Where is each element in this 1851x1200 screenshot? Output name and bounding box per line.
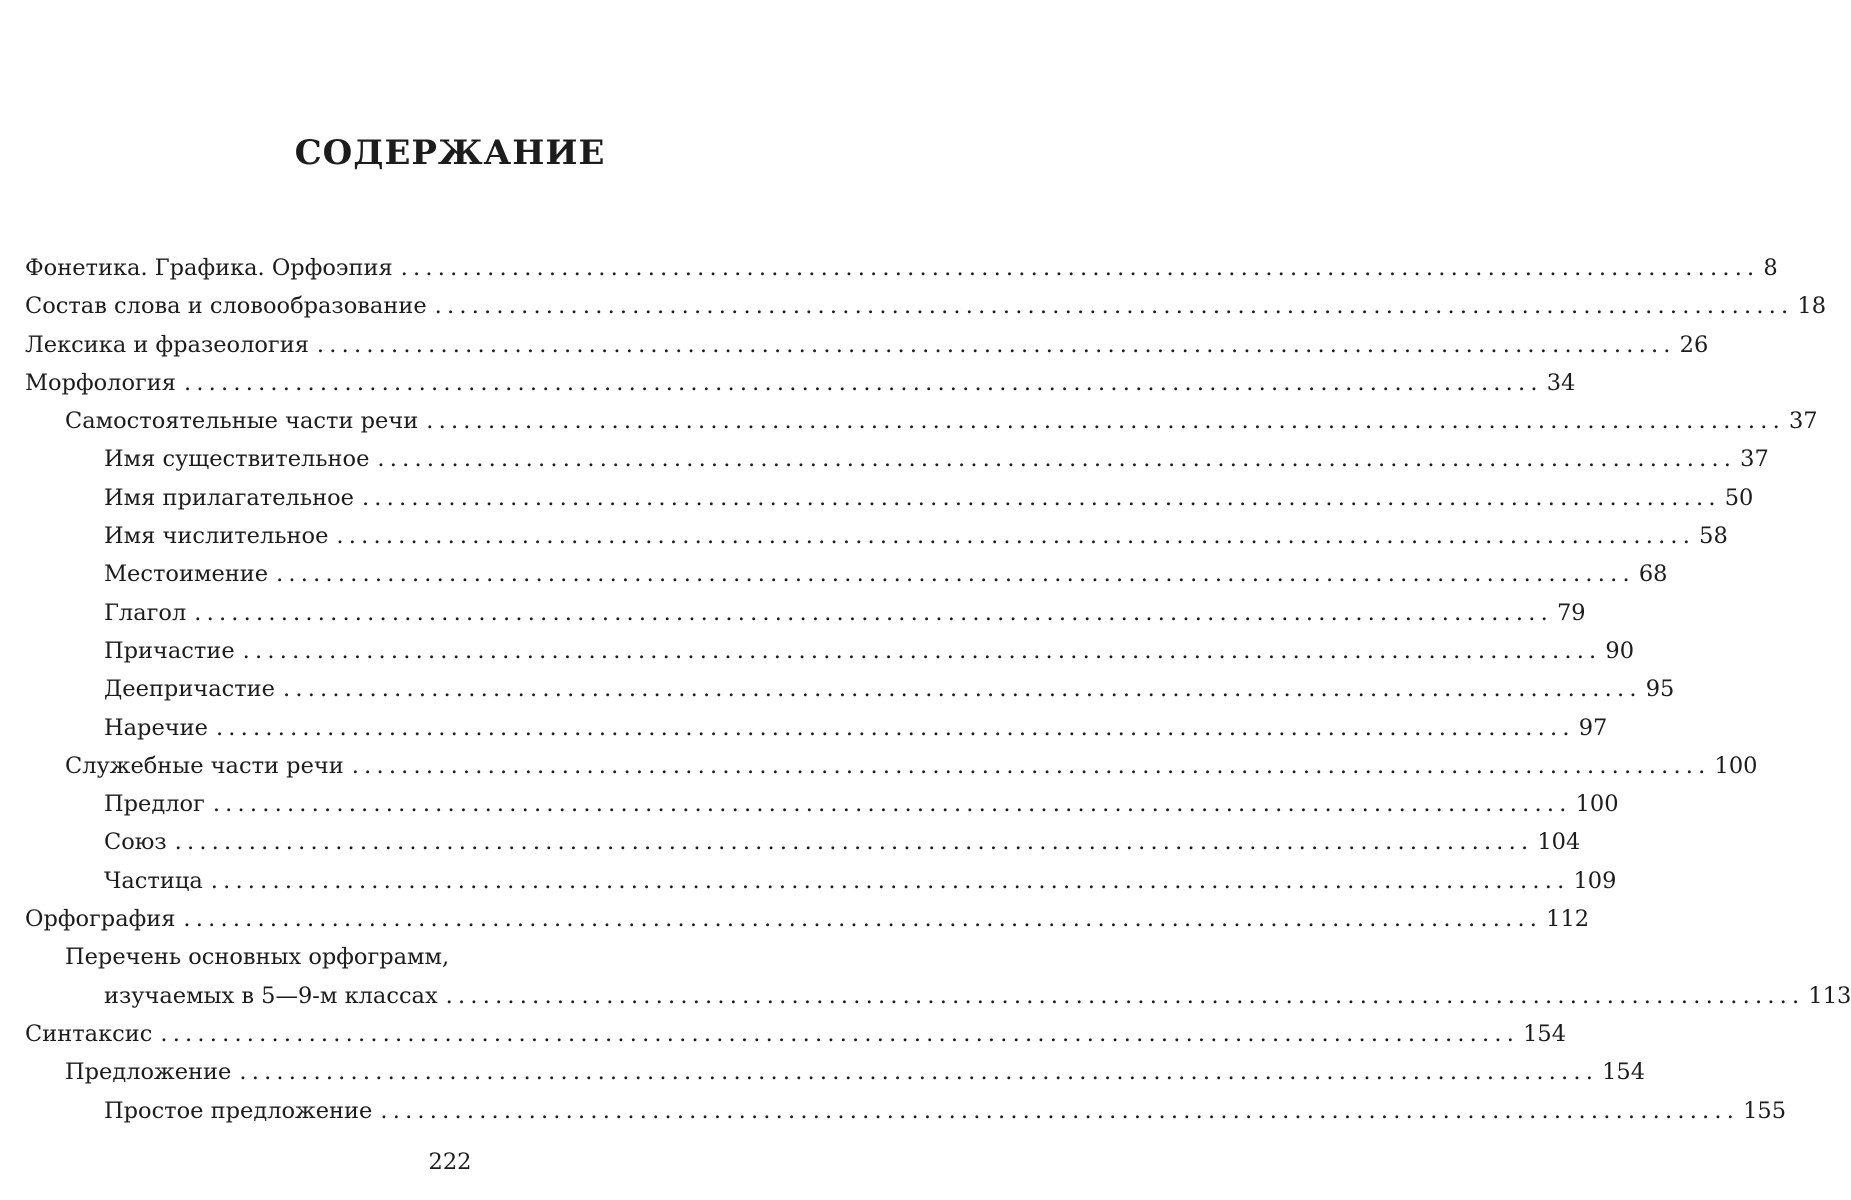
- toc-entry-label: Глагол: [104, 599, 187, 626]
- toc-entry-page: 112: [1546, 906, 1590, 933]
- toc-entry[interactable]: [25, 785, 1619, 823]
- toc-entry[interactable]: [25, 823, 1581, 861]
- dot-leader: ..............................................................................................................: [361, 484, 1721, 511]
- toc-entry-page: 34: [1546, 369, 1576, 396]
- toc-entry-label: Перечень основных орфограмм,: [65, 944, 450, 971]
- toc-entry-label: Причастие: [104, 637, 235, 664]
- toc-entry-label: Служебные части речи: [65, 752, 344, 779]
- toc-entry[interactable]: [25, 747, 1758, 785]
- toc-entry-page: 113: [1808, 982, 1851, 1009]
- toc-entry-page: 155: [1743, 1097, 1787, 1124]
- toc-entry[interactable]: [25, 1015, 1567, 1053]
- toc-entry-page: 154: [1523, 1020, 1567, 1047]
- dot-leader: ..............................................................................................................: [242, 637, 1602, 664]
- dot-leader: ..............................................................................................................: [380, 1097, 1740, 1124]
- toc-entry-page: 58: [1699, 523, 1728, 550]
- toc-entry-first-line[interactable]: [25, 938, 865, 976]
- toc-entry-page: 100: [1714, 752, 1758, 779]
- dot-leader: ..............................................................................................................: [183, 369, 1543, 396]
- toc-entry-label: Имя существительное: [104, 446, 370, 473]
- toc-entry[interactable]: [25, 1053, 1646, 1091]
- dot-leader: ..............................................................................................................: [212, 791, 1572, 818]
- toc-entry-label: Морфология: [25, 369, 176, 396]
- toc-entry-page: 37: [1788, 408, 1818, 435]
- toc-entry-label: Имя числительное: [104, 523, 329, 550]
- toc-entry-label: Наречие: [104, 714, 208, 741]
- toc-entry-page: 109: [1573, 867, 1617, 894]
- toc-entry-page: 26: [1679, 331, 1709, 358]
- dot-leader: ..............................................................................................................: [239, 1059, 1599, 1086]
- toc-entry[interactable]: [25, 249, 1778, 287]
- dot-leader: ..............................................................................................................: [210, 867, 1570, 894]
- toc-entry-label: Фонетика. Графика. Орфоэпия: [25, 255, 393, 281]
- toc-entry-page: 8: [1763, 255, 1778, 281]
- toc-entry[interactable]: [25, 287, 1827, 325]
- dot-leader: ..............................................................................................................: [282, 676, 1642, 703]
- dot-leader: ..............................................................................................................: [351, 752, 1711, 779]
- toc-entry-label: Предлог: [104, 791, 205, 818]
- toc-entry[interactable]: [25, 709, 1608, 747]
- table-of-contents: [25, 249, 1851, 1130]
- toc-entry[interactable]: [25, 862, 1617, 900]
- toc-entry-page: 18: [1797, 293, 1827, 320]
- toc-entry-label-continuation: изучаемых в 5—9-м классах: [104, 982, 438, 1009]
- toc-entry-label: Лексика и фразеология: [25, 331, 309, 358]
- toc-entry[interactable]: [25, 517, 1728, 555]
- toc-entry-page: 79: [1556, 599, 1586, 626]
- toc-entry-label: Предложение: [65, 1059, 232, 1086]
- dot-leader: ..............................................................................................................: [377, 446, 1737, 473]
- toc-entry[interactable]: [25, 632, 1635, 670]
- toc-entry-label: Простое предложение: [104, 1097, 373, 1124]
- toc-entry-page: 100: [1575, 791, 1619, 818]
- toc-entry-label: Имя прилагательное: [104, 484, 354, 511]
- dot-leader: ..............................................................................................................: [276, 561, 1635, 588]
- dot-leader: ..............................................................................................................: [400, 255, 1760, 281]
- toc-entry[interactable]: [25, 479, 1754, 517]
- toc-entry[interactable]: [25, 900, 1590, 938]
- dot-leader: ..............................................................................................................: [445, 982, 1805, 1009]
- toc-entry-page: 90: [1605, 637, 1635, 664]
- toc-entry[interactable]: [25, 1092, 1787, 1130]
- toc-entry-label: Орфография: [25, 906, 176, 933]
- toc-entry-label: Самостоятельные части речи: [65, 408, 419, 435]
- toc-entry-continuation[interactable]: [25, 977, 1851, 1015]
- toc-entry-page: 50: [1724, 484, 1754, 511]
- toc-entry[interactable]: [25, 402, 1818, 440]
- dot-leader: ..............................................................................................................: [194, 599, 1553, 626]
- toc-entry-label: Синтаксис: [25, 1020, 153, 1047]
- toc-entry-page: 154: [1602, 1059, 1646, 1086]
- dot-leader: ..............................................................................................................: [174, 829, 1534, 856]
- toc-entry-page: 37: [1740, 446, 1769, 473]
- dot-leader: ..............................................................................................................: [336, 523, 1696, 550]
- toc-entry[interactable]: [25, 670, 1675, 708]
- dot-leader: ..............................................................................................................: [160, 1020, 1520, 1047]
- page-number: 222: [428, 1149, 472, 1175]
- toc-entry-label: Союз: [104, 829, 167, 856]
- toc-entry-label: Частица: [104, 867, 203, 894]
- toc-entry[interactable]: [25, 594, 1586, 632]
- toc-entry-label: Состав слова и словообразование: [25, 293, 427, 320]
- dot-leader: ..............................................................................................................: [183, 906, 1543, 933]
- toc-entry-label: Деепричастие: [104, 676, 275, 703]
- toc-entry[interactable]: [25, 440, 1769, 478]
- toc-entry-label: Местоимение: [104, 561, 269, 588]
- toc-entry-page: 97: [1578, 714, 1608, 741]
- toc-entry[interactable]: [25, 555, 1668, 593]
- dot-leader: ..............................................................................................................: [434, 293, 1794, 320]
- toc-entry-page: 68: [1638, 561, 1668, 588]
- dot-leader: ..............................................................................................................: [426, 408, 1785, 435]
- dot-leader: ..............................................................................................................: [316, 331, 1676, 358]
- toc-entry[interactable]: [25, 326, 1709, 364]
- dot-leader: ..............................................................................................................: [215, 714, 1575, 741]
- toc-entry-page: 95: [1645, 676, 1675, 703]
- toc-entry[interactable]: [25, 364, 1576, 402]
- toc-entry-page: 104: [1537, 829, 1581, 856]
- page-title: СОДЕРЖАНИЕ: [294, 133, 606, 173]
